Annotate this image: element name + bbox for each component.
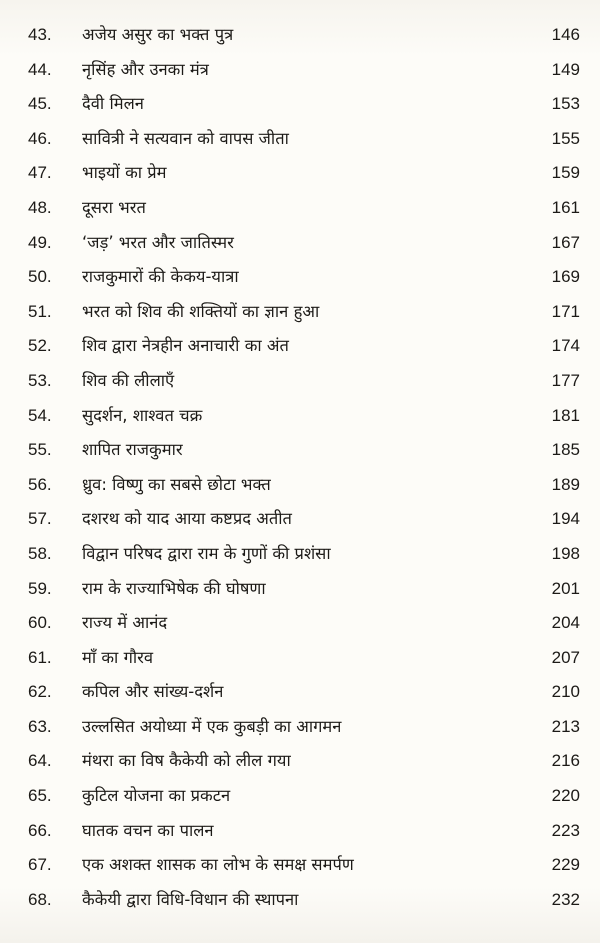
page-number: 146 — [551, 25, 580, 44]
chapter-title: ‘जड़’ भरत और जातिस्मर — [82, 232, 234, 252]
page-number: 161 — [551, 197, 580, 217]
toc-entry — [0, 468, 600, 503]
chapter-number: 68. — [28, 889, 52, 909]
toc-entry — [0, 606, 600, 641]
chapter-title: उल्लसित अयोध्या में एक कुबड़ी का आगमन — [82, 716, 342, 736]
chapter-number: 44. — [28, 59, 52, 79]
chapter-number: 66. — [28, 820, 52, 840]
chapter-number: 47. — [28, 163, 52, 183]
chapter-title: मंथरा का विष कैकेयी को लील गया — [82, 751, 291, 771]
chapter-title: अजेय असुर का भक्त पुत्र — [82, 25, 234, 44]
chapter-title: ध्रुव: विष्णु का सबसे छोटा भक्त — [82, 474, 271, 494]
page-number: 155 — [551, 128, 580, 148]
toc-entry — [0, 779, 600, 814]
chapter-title: कैकेयी द्वारा विधि-विधान की स्थापना — [82, 889, 299, 909]
chapter-title: दैवी मिलन — [82, 94, 144, 114]
chapter-number: 49. — [28, 232, 52, 252]
toc-entry — [0, 260, 600, 295]
chapter-title: कपिल और सांख्य-दर्शन — [82, 682, 224, 702]
chapter-number: 59. — [28, 578, 52, 598]
toc-entry — [0, 675, 600, 710]
page-number: 189 — [551, 474, 580, 494]
chapter-number: 53. — [28, 370, 52, 390]
chapter-number: 56. — [28, 474, 52, 494]
page-number: 213 — [551, 716, 580, 736]
page-number: 223 — [551, 820, 580, 840]
toc-entry — [0, 641, 600, 676]
toc-entry — [0, 744, 600, 779]
page-number: 220 — [551, 786, 580, 806]
page-number: 198 — [551, 543, 580, 563]
toc-entry — [0, 848, 600, 883]
toc-entry — [0, 156, 600, 191]
chapter-title: शिव द्वारा नेत्रहीन अनाचारी का अंत — [82, 336, 289, 356]
page-number: 171 — [551, 301, 580, 321]
chapter-number: 45. — [28, 94, 52, 114]
page-number: 177 — [551, 370, 580, 390]
page-number: 149 — [551, 59, 580, 79]
chapter-title: राम के राज्याभिषेक की घोषणा — [82, 578, 266, 598]
chapter-number: 54. — [28, 405, 52, 425]
toc-entry — [0, 433, 600, 468]
chapter-title: नृसिंह और उनका मंत्र — [82, 59, 209, 79]
chapter-number: 48. — [28, 197, 52, 217]
chapter-number: 57. — [28, 509, 52, 529]
chapter-title: दूसरा भरत — [82, 197, 146, 217]
chapter-number: 64. — [28, 751, 52, 771]
page-number: 210 — [551, 682, 580, 702]
chapter-title: कुटिल योजना का प्रकटन — [82, 786, 231, 806]
toc-entry — [0, 53, 600, 88]
toc-entry — [0, 883, 600, 918]
chapter-number: 67. — [28, 855, 52, 875]
page-number: 204 — [551, 613, 580, 633]
toc-entry — [0, 814, 600, 849]
toc-entry — [0, 329, 600, 364]
chapter-title: भरत को शिव की शक्तियों का ज्ञान हुआ — [82, 301, 320, 321]
toc-entry — [0, 226, 600, 261]
toc-entry — [0, 502, 600, 537]
toc-entry — [0, 710, 600, 745]
toc-entry — [0, 122, 600, 157]
chapter-number: 60. — [28, 613, 52, 633]
toc-entry — [0, 87, 600, 122]
page-number: 201 — [551, 578, 580, 598]
page-number: 167 — [551, 232, 580, 252]
chapter-title: माँ का गौरव — [82, 647, 154, 667]
page-number: 169 — [551, 267, 580, 287]
chapter-number: 58. — [28, 543, 52, 563]
chapter-number: 51. — [28, 301, 52, 321]
chapter-title: एक अशक्त शासक का लोभ के समक्ष समर्पण — [82, 855, 354, 875]
chapter-title: शापित राजकुमार — [82, 440, 183, 460]
page-number: 194 — [551, 509, 580, 529]
chapter-number: 63. — [28, 716, 52, 736]
chapter-number: 55. — [28, 440, 52, 460]
chapter-title: घातक वचन का पालन — [82, 820, 214, 840]
toc-entry — [0, 399, 600, 434]
page-number: 229 — [551, 855, 580, 875]
chapter-number: 52. — [28, 336, 52, 356]
page-number: 159 — [551, 163, 580, 183]
chapter-title: विद्वान परिषद द्वारा राम के गुणों की प्रशंसा — [82, 543, 331, 563]
chapter-title: सुदर्शन, शाश्वत चक्र — [82, 405, 203, 425]
chapter-title: दशरथ को याद आया कष्टप्रद अतीत — [82, 509, 292, 529]
chapter-title: भाइयों का प्रेम — [82, 163, 167, 183]
toc-entry — [0, 295, 600, 330]
chapter-title: राजकुमारों की केकय-यात्रा — [82, 267, 239, 287]
chapter-number: 50. — [28, 267, 52, 287]
toc-entry — [0, 191, 600, 226]
toc-entry — [0, 364, 600, 399]
toc-entry — [0, 537, 600, 572]
chapter-number: 46. — [28, 128, 52, 148]
chapter-number: 61. — [28, 647, 52, 667]
page-number: 207 — [551, 647, 580, 667]
toc-entry — [0, 572, 600, 607]
page-number: 181 — [551, 405, 580, 425]
chapter-number: 43. — [28, 25, 52, 44]
toc-entry — [0, 18, 600, 53]
table-of-contents — [0, 18, 600, 917]
chapter-number: 65. — [28, 786, 52, 806]
chapter-title: राज्य में आनंद — [82, 613, 168, 633]
chapter-number: 62. — [28, 682, 52, 702]
page-number: 232 — [551, 889, 580, 909]
chapter-title: शिव की लीलाएँ — [82, 370, 175, 390]
page-number: 216 — [551, 751, 580, 771]
page-number: 174 — [551, 336, 580, 356]
chapter-title: सावित्री ने सत्यवान को वापस जीता — [82, 128, 289, 148]
page-number: 185 — [551, 440, 580, 460]
page-number: 153 — [551, 94, 580, 114]
